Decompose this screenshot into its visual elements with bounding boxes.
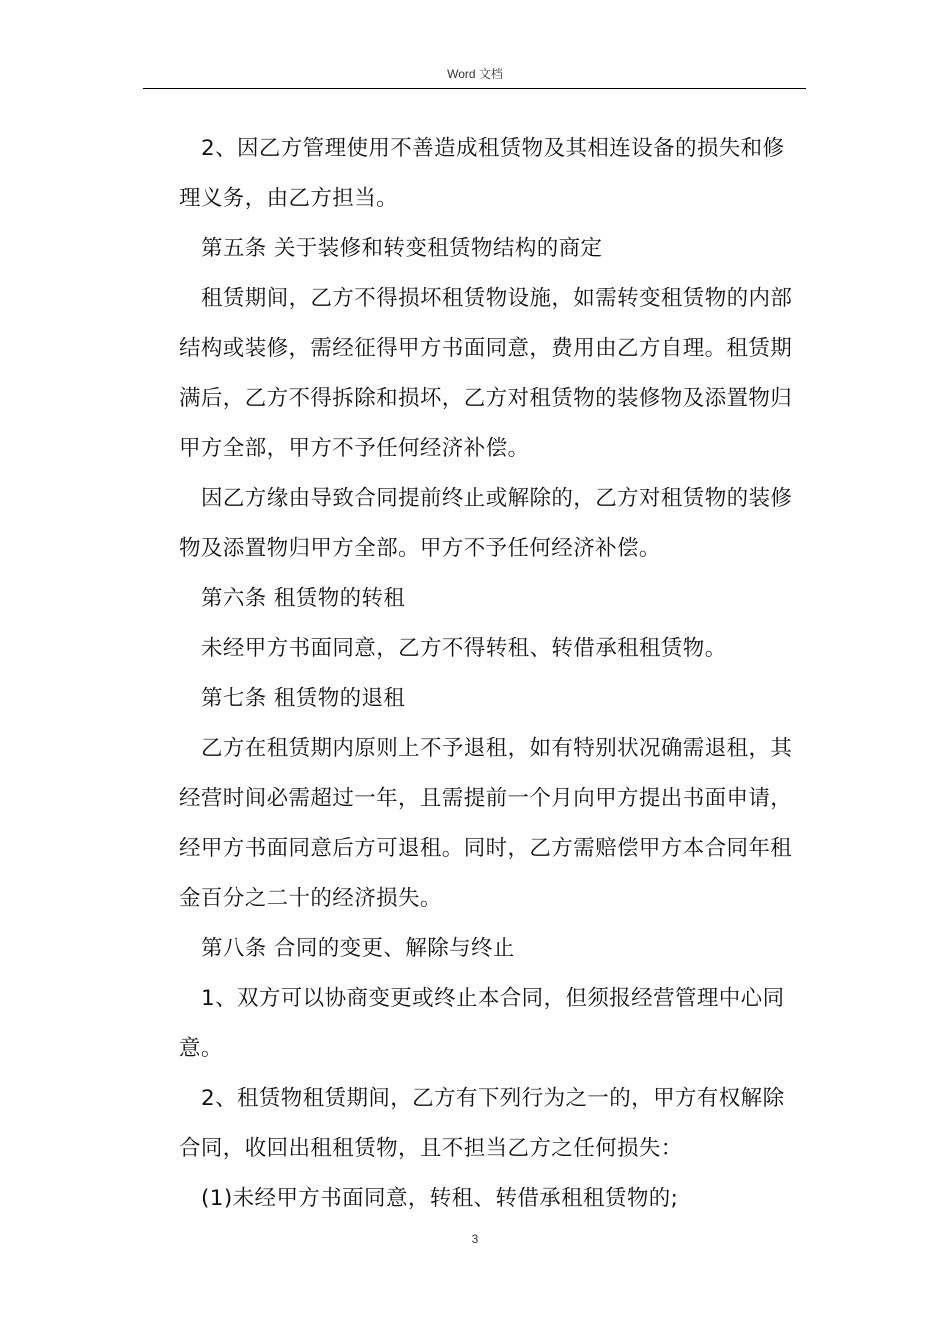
paragraph-article-8-subitem-1: (1)未经甲方书面同意，转租、转借承租租赁物的; [201, 1186, 679, 1211]
header-divider [143, 88, 806, 89]
heading-article-7: 第七条 租赁物的退租 [201, 686, 406, 711]
heading-article-8: 第八条 合同的变更、解除与终止 [201, 936, 515, 961]
paragraph-article-8-item-2: 2、租赁物租赁期间，乙方有下列行为之一的，甲方有权解除合同，收回出租租赁物，且不担当乙方之任何损失： [179, 1086, 785, 1161]
paragraph-article-5-renovation: 租赁期间，乙方不得损坏租赁物设施，如需转变租赁物的内部结构或装修，需经征得甲方书面同意，费用由乙方自理。租赁期满后，乙方不得拆除和损坏，乙方对租赁物的装修物及添置物归甲方全部，甲方不予任何经济补偿。 [179, 286, 793, 461]
page-header: Word 文档 [447, 67, 503, 81]
paragraph-article-7-withdrawal: 乙方在租赁期内原则上不予退租，如有特别状况确需退租，其经营时间必需超过一年，且需提前一个月向甲方提出书面申请，经甲方书面同意后方可退租。同时，乙方需赔偿甲方本合同年租金百分之二十的经济损失。 [179, 736, 793, 911]
heading-article-6: 第六条 租赁物的转租 [201, 586, 406, 611]
paragraph-article-8-item-1: 1、双方可以协商变更或终止本合同，但须报经营管理中心同意。 [179, 986, 785, 1061]
page-number: 3 [471, 1232, 479, 1246]
heading-article-5: 第五条 关于装修和转变租赁物结构的商定 [201, 236, 603, 261]
document-body [179, 124, 804, 1224]
paragraph-article-5-termination: 因乙方缘由导致合同提前终止或解除的，乙方对租赁物的装修物及添置物归甲方全部。甲方不予任何经济补偿。 [179, 486, 793, 561]
paragraph-clause-2-damage: 2、因乙方管理使用不善造成租赁物及其相连设备的损失和修理义务，由乙方担当。 [179, 136, 785, 211]
paragraph-article-6-sublease: 未经甲方书面同意，乙方不得转租、转借承租租赁物。 [201, 636, 727, 661]
